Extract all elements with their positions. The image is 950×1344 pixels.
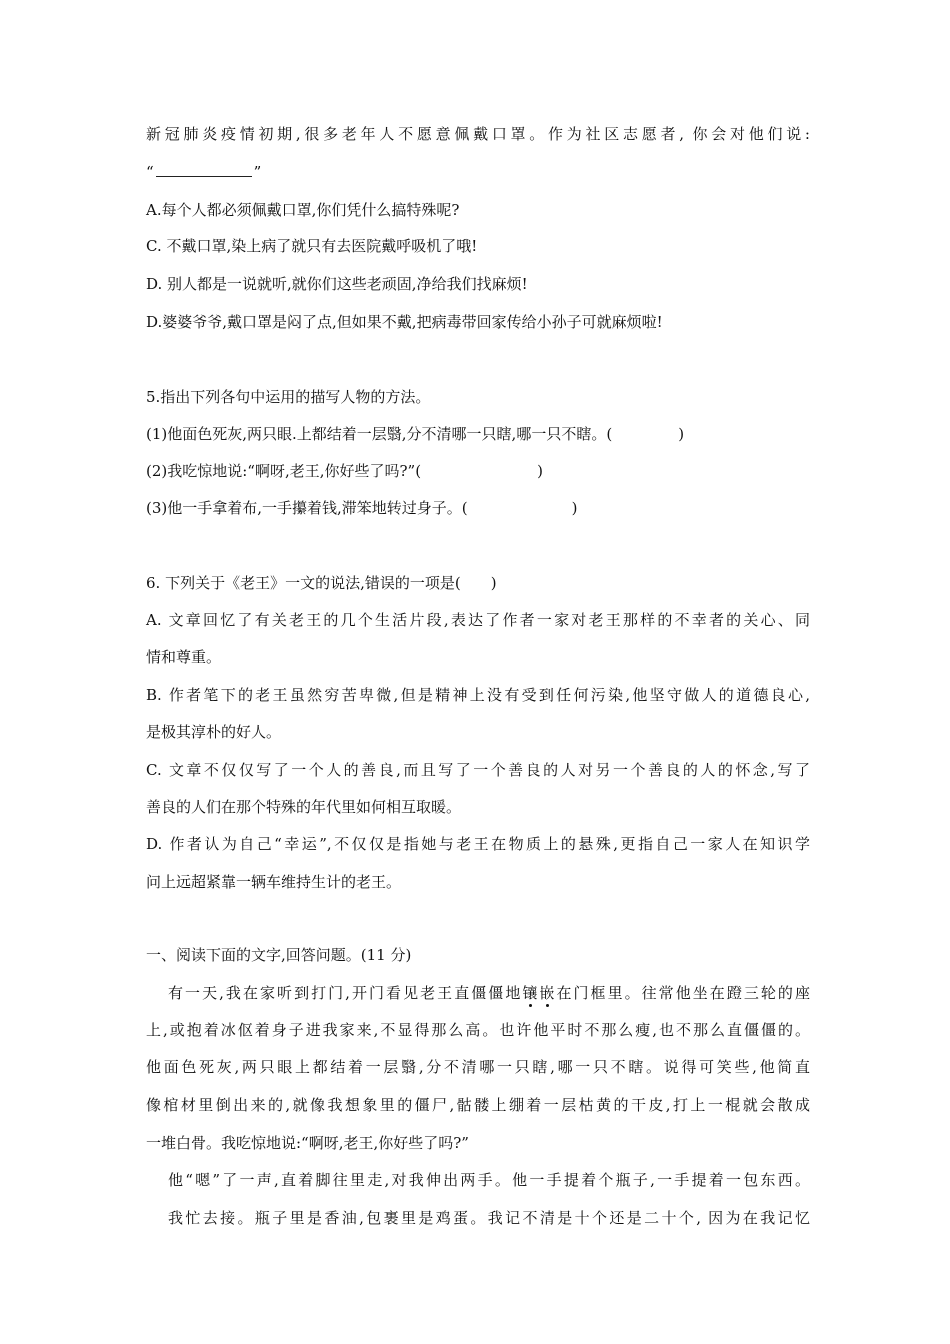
q4-option-c: C. 不戴口罩,染上病了就只有去医院戴呼吸机了哦! xyxy=(146,237,478,255)
emphasis-char: 嵌 xyxy=(539,984,557,1002)
reading-line-4: 像棺材里倒出来的,就像我想象里的僵尸,骷髅上绷着一层枯黄的干皮,打上一棍就会散成 xyxy=(146,1096,810,1114)
q6-option-b-line1: B. 作者笔下的老王虽然穷苦卑微,但是精神上没有受到任何污染,他坚守做人的道德良心, xyxy=(146,686,810,704)
reading-line-7: 我忙去接。瓶子里是香油,包裹里是鸡蛋。我记不清是十个还是二十个, 因为在我记忆 xyxy=(168,1209,810,1227)
q4-option-a: A.每个人都必须佩戴口罩,你们凭什么搞特殊呢? xyxy=(146,201,460,219)
reading-line-5: 一堆白骨。我吃惊地说:“啊呀,老王,你好些了吗?” xyxy=(146,1134,469,1152)
reading-line-1 xyxy=(168,983,810,1003)
q4-stem-quote xyxy=(146,162,810,182)
q6-option-b-line2: 是极其淳朴的好人。 xyxy=(146,723,282,741)
q6-option-c-line1: C. 文章不仅仅写了一个人的善良,而且写了一个善良的人对另一个善良的人的怀念,写了 xyxy=(146,761,810,779)
q5-item-1-close: ) xyxy=(678,425,685,443)
q4-stem-line1: 新冠肺炎疫情初期,很多老年人不愿意佩戴口罩。作为社区志愿者, 你会对他们说: xyxy=(146,125,810,143)
q4-close-quote: ” xyxy=(253,163,262,181)
q5-item-1 xyxy=(146,424,810,444)
q6-option-d-line2: 问上远超紧靠一辆车维持生计的老王。 xyxy=(146,873,402,891)
q5-stem: 5.指出下列各句中运用的描写人物的方法。 xyxy=(146,388,431,406)
q5-item-3-close: ) xyxy=(571,499,578,517)
q5-item-1-text: (1)他面色死灰,两只眼.上都结着一层翳,分不清哪一只瞎,哪一只不瞎。( xyxy=(146,425,613,443)
q6-option-d-line1: D. 作者认为自己“幸运”,不仅仅是指她与老王在物质上的悬殊,更指自己一家人在知识学 xyxy=(146,835,810,853)
q4-option-d1: D. 别人都是一说就听,就你们这些老顽固,净给我们找麻烦! xyxy=(146,275,528,293)
answer-blank xyxy=(156,162,252,177)
q5-item-3 xyxy=(146,498,810,518)
reading-line-1-start: 有一天,我在家听到打门,开门看见老王直僵僵地 xyxy=(168,984,523,1002)
q5-item-2-text: (2)我吃惊地说:“啊呀,老王,你好些了吗?”( xyxy=(146,462,422,480)
reading-line-2: 上,或抱着冰伛着身子进我家来,不显得那么高。也许他平时不那么瘦,也不那么直僵僵的。 xyxy=(146,1021,810,1039)
reading-line-3: 他面色死灰,两只眼上都结着一层翳,分不清哪一只瞎,哪一只不瞎。说得可笑些,他简直 xyxy=(146,1058,810,1076)
reading-header: 一、阅读下面的文字,回答问题。(11 分) xyxy=(146,946,412,964)
q6-stem-text: 6. 下列关于《老王》一文的说法,错误的一项是( xyxy=(146,574,461,592)
q6-option-a-line1: A. 文章回忆了有关老王的几个生活片段,表达了作者一家对老王那样的不幸者的关心、同 xyxy=(146,611,810,629)
q5-item-2 xyxy=(146,461,810,481)
q6-option-c-line2: 善良的人们在那个特殊的年代里如何相互取暖。 xyxy=(146,798,462,816)
emphasis-char: 镶 xyxy=(522,984,540,1002)
q5-item-2-close: ) xyxy=(537,462,543,480)
reading-line-1-end: 在门框里。往常他坐在蹬三轮的座 xyxy=(556,984,810,1002)
q6-stem-close: ) xyxy=(490,574,497,592)
q6-option-a-line2: 情和尊重。 xyxy=(146,648,222,666)
q4-option-d2: D.婆婆爷爷,戴口罩是闷了点,但如果不戴,把病毒带回家传给小孙子可就麻烦啦! xyxy=(146,313,663,331)
q6-stem xyxy=(146,573,810,593)
q5-item-3-text: (3)他一手拿着布,一手攥着钱,滞笨地转过身子。( xyxy=(146,499,468,517)
q4-open-quote: “ xyxy=(146,163,154,181)
reading-line-6: 他“嗯”了一声,直着脚往里走,对我伸出两手。他一手提着个瓶子,一手提着一包东西。 xyxy=(168,1171,810,1189)
